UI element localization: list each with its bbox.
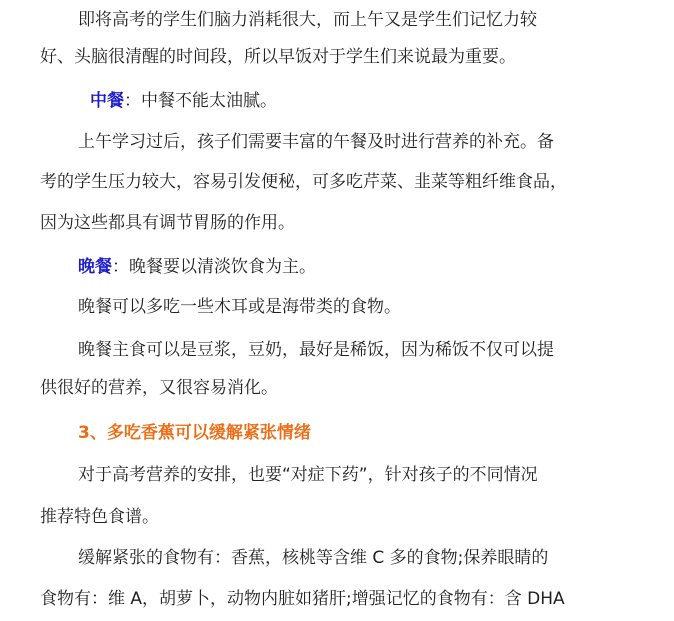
lunch-label: 中餐: [90, 91, 124, 111]
paragraph-line: 晚餐可以多吃一些木耳或是海带类的食物。: [78, 297, 401, 317]
lunch-line: [78, 89, 277, 113]
dinner-text: ：晚餐要以清淡饮食为主。: [112, 257, 316, 277]
paragraph-line: 因为这些都具有调节胃肠的作用。: [40, 213, 295, 233]
paragraph-line: 供很好的营养，又很容易消化。: [40, 378, 278, 398]
paragraph-line: 食物有：维 A，胡萝卜，动物内脏如猪肝;增强记忆的食物有：含 DHA: [40, 589, 565, 609]
paragraph-line: 推荐特色食谱。: [40, 507, 159, 527]
section-heading: 3、多吃香蕉可以缓解紧张情绪: [78, 423, 311, 443]
paragraph-line: 上午学习过后，孩子们需要丰富的午餐及时进行营养的补充。备: [78, 132, 554, 152]
lunch-text: ：中餐不能太油腻。: [124, 91, 277, 111]
dinner-line: [78, 255, 316, 279]
paragraph-line: 即将高考的学生们脑力消耗很大，而上午又是学生们记忆力较: [78, 10, 537, 30]
paragraph-line: 好、头脑很清醒的时间段，所以早饭对于学生们来说最为重要。: [40, 47, 516, 67]
paragraph-line: 对于高考营养的安排，也要“对症下药”，针对孩子的不同情况: [78, 465, 538, 485]
dinner-label: 晚餐: [78, 257, 112, 277]
paragraph-line: 晚餐主食可以是豆浆，豆奶，最好是稀饭，因为稀饭不仅可以提: [78, 340, 554, 360]
paragraph-line: 缓解紧张的食物有：香蕉，核桃等含维 C 多的食物;保养眼睛的: [78, 548, 549, 568]
paragraph-line: 考的学生压力较大，容易引发便秘，可多吃芹菜、韭菜等粗纤维食品，: [40, 172, 567, 192]
